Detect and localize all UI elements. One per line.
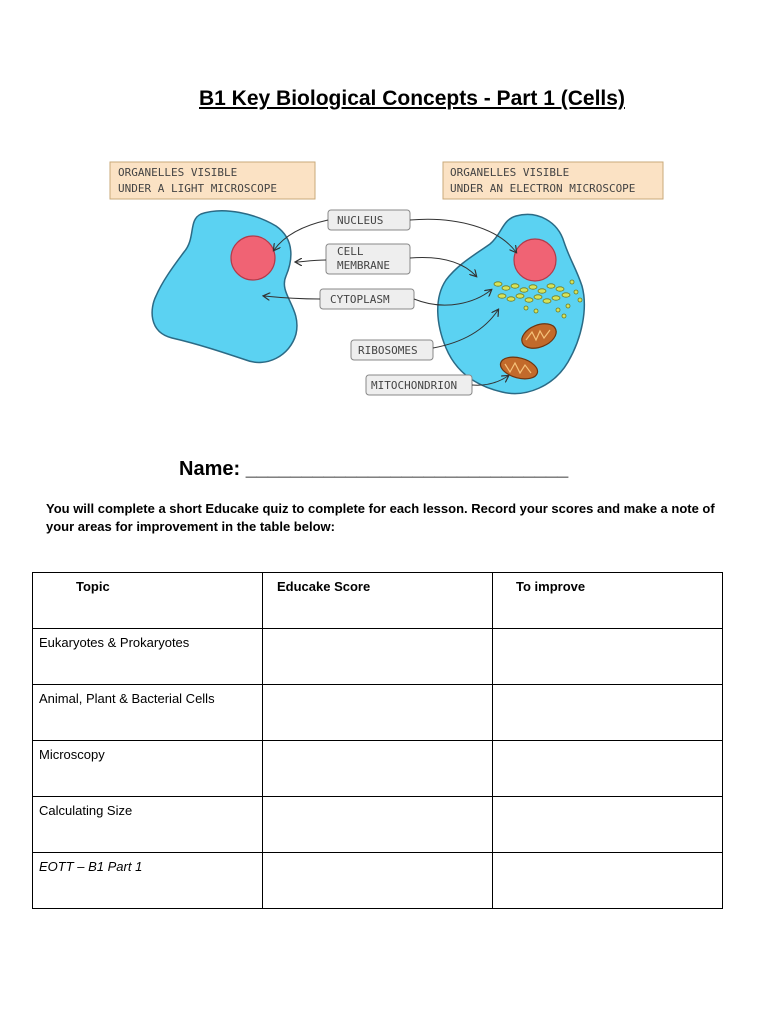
topic-cell: Animal, Plant & Bacterial Cells — [33, 685, 263, 741]
scores-table — [32, 572, 723, 909]
topic-cell: Eukaryotes & Prokaryotes — [33, 629, 263, 685]
svg-text:MEMBRANE: MEMBRANE — [337, 259, 390, 272]
svg-text:NUCLEUS: NUCLEUS — [337, 214, 384, 227]
nucleus-label — [328, 210, 410, 230]
improve-cell[interactable] — [493, 797, 723, 853]
table-row — [33, 629, 723, 685]
improve-cell[interactable] — [493, 629, 723, 685]
svg-text:CELL: CELL — [337, 245, 364, 258]
score-cell[interactable] — [263, 685, 493, 741]
light-cell — [152, 211, 297, 363]
table-row — [33, 685, 723, 741]
light-cell-nucleus — [231, 236, 275, 280]
svg-text:CYTOPLASM: CYTOPLASM — [330, 293, 390, 306]
improve-cell[interactable] — [493, 685, 723, 741]
header-educake-score: Educake Score — [263, 573, 493, 629]
light-box-line-2: UNDER A LIGHT MICROSCOPE — [118, 182, 277, 195]
cell-membrane-label — [326, 244, 410, 274]
cell-organelles-diagram — [106, 148, 680, 410]
score-cell[interactable] — [263, 741, 493, 797]
ribosomes-label — [351, 340, 433, 360]
cytoplasm-label — [320, 289, 414, 309]
mitochondrion-label — [366, 375, 472, 395]
header-to-improve: To improve — [493, 573, 723, 629]
svg-text:RIBOSOMES: RIBOSOMES — [358, 344, 418, 357]
score-cell[interactable] — [263, 853, 493, 909]
light-box-line-1: ORGANELLES VISIBLE — [118, 166, 238, 179]
light-microscope-box — [110, 162, 315, 199]
electron-microscope-box — [443, 162, 663, 199]
svg-text:MITOCHONDRION: MITOCHONDRION — [371, 379, 458, 392]
electron-box-line-2: UNDER AN ELECTRON MICROSCOPE — [450, 182, 636, 195]
instructions-text: You will complete a short Educake quiz to complete for each lesson. Record your scores and make a note of your areas for improvement in the table below: — [46, 501, 715, 534]
electron-box-line-1: ORGANELLES VISIBLE — [450, 166, 570, 179]
table-row — [33, 853, 723, 909]
electron-cell-nucleus — [514, 239, 556, 281]
table-row — [33, 741, 723, 797]
topic-cell: Microscopy — [33, 741, 263, 797]
score-cell[interactable] — [263, 797, 493, 853]
table-row — [33, 797, 723, 853]
header-topic: Topic — [33, 573, 263, 629]
improve-cell[interactable] — [493, 853, 723, 909]
improve-cell[interactable] — [493, 741, 723, 797]
score-cell[interactable] — [263, 629, 493, 685]
page-title: B1 Key Biological Concepts - Part 1 (Cells) — [199, 87, 625, 110]
table-header-row — [33, 573, 723, 629]
topic-cell: EOTT – B1 Part 1 — [33, 853, 263, 909]
name-field[interactable]: Name: _____________________________ — [179, 458, 569, 480]
topic-cell: Calculating Size — [33, 797, 263, 853]
